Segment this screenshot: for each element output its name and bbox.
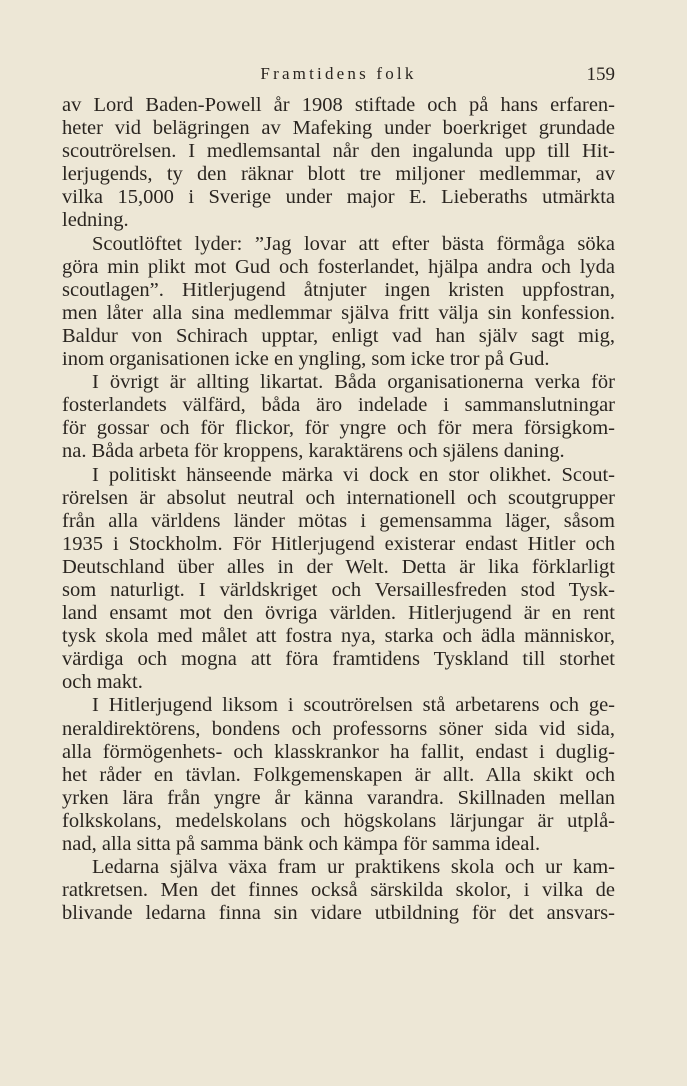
text-line: scoutlagen”. Hitlerjugend åtnjuter ingen kristen uppfostran, bbox=[62, 278, 615, 301]
text-line: het råder en tävlan. Folkgemenskapen är allt. Alla skikt och bbox=[62, 763, 615, 786]
page-number: 159 bbox=[586, 64, 615, 85]
text-line: 1935 i Stockholm. För Hitlerjugend existerar endast Hitler och bbox=[62, 532, 615, 555]
text-line: land ensamt mot den övriga världen. Hitlerjugend är en rent bbox=[62, 602, 615, 625]
text-line: från alla världens länder mötas i gemensamma läger, såsom bbox=[62, 509, 615, 532]
text-line: Baldur von Schirach upptar, enligt vad han själv sagt mig, bbox=[62, 324, 615, 347]
text-line: neraldirektörens, bondens och professorns söner sida vid sida, bbox=[62, 717, 615, 740]
text-line: I Hitlerjugend liksom i scoutrörelsen stå arbetarens och ge- bbox=[92, 694, 615, 717]
text-line: scoutrörelsen. I medlemsantal når den ingalunda upp till Hit- bbox=[62, 140, 615, 163]
text-line: tysk skola med målet att fostra nya, starka och ädla människor, bbox=[62, 625, 615, 648]
text-line: alla förmögenhets- och klasskrankor ha fallit, endast i duglig- bbox=[62, 740, 615, 763]
text-line: fosterlandets välfärd, båda äro indelade i sammanslutningar bbox=[62, 394, 615, 417]
text-line: Scoutlöftet lyder: ”Jag lovar att efter bästa förmåga söka bbox=[92, 232, 615, 255]
text-line: na. Båda arbeta för kroppens, karaktärens och själens daning. bbox=[62, 440, 565, 463]
body-text bbox=[62, 94, 615, 925]
text-line: I politiskt hänseende märka vi dock en stor olikhet. Scout- bbox=[92, 463, 615, 486]
text-line: men låter alla sina medlemmar själva fritt välja sin konfession. bbox=[62, 301, 615, 324]
text-line: Deutschland über alles in der Welt. Detta är lika förklarligt bbox=[62, 555, 615, 578]
text-line: vilka 15,000 i Sverige under major E. Lieberaths utmärkta bbox=[62, 186, 615, 209]
text-line: Ledarna själva växa fram ur praktikens skola och ur kam- bbox=[92, 856, 615, 879]
text-line: göra min plikt mot Gud och fosterlandet, hjälpa andra och lyda bbox=[62, 255, 615, 278]
text-line: av Lord Baden-Powell år 1908 stiftade och på hans erfaren- bbox=[62, 94, 615, 116]
text-line: värdiga och mogna att föra framtidens Tyskland till storhet bbox=[62, 648, 615, 671]
text-line: I övrigt är allting likartat. Båda organisationerna verka för bbox=[92, 371, 615, 394]
text-line: för gossar och för flickor, för yngre och för mera försigkom- bbox=[62, 417, 615, 440]
text-line: lerjugends, ty den räknar blott tre miljoner medlemmar, av bbox=[62, 163, 615, 186]
text-line: och makt. bbox=[62, 671, 143, 694]
text-line: nad, alla sitta på samma bänk och kämpa för samma ideal. bbox=[62, 833, 541, 855]
text-line: folkskolans, medelskolans och högskolans lärjungar är utplå- bbox=[62, 809, 615, 832]
text-line: yrken lära från yngre år känna varandra. Skillnaden mellan bbox=[62, 786, 615, 809]
text-line: ledning. bbox=[62, 209, 129, 232]
text-line: ratkretsen. Men det finnes också särskilda skolor, i vilka de bbox=[62, 879, 615, 902]
text-line: heter vid belägringen av Mafeking under boerkriget grundade bbox=[62, 117, 615, 140]
text-line: inom organisationen icke en yngling, som icke tror på Gud. bbox=[62, 348, 550, 371]
running-title: Framtidens folk bbox=[260, 64, 417, 83]
text-line: blivande ledarna finna sin vidare utbildning för det ansvars- bbox=[62, 902, 615, 925]
text-line: som naturligt. I världskriget och Versaillesfreden stod Tysk- bbox=[62, 578, 615, 601]
text-line: rörelsen är absolut neutral och internationell och scoutgrupper bbox=[62, 486, 615, 509]
page-header bbox=[62, 62, 615, 88]
